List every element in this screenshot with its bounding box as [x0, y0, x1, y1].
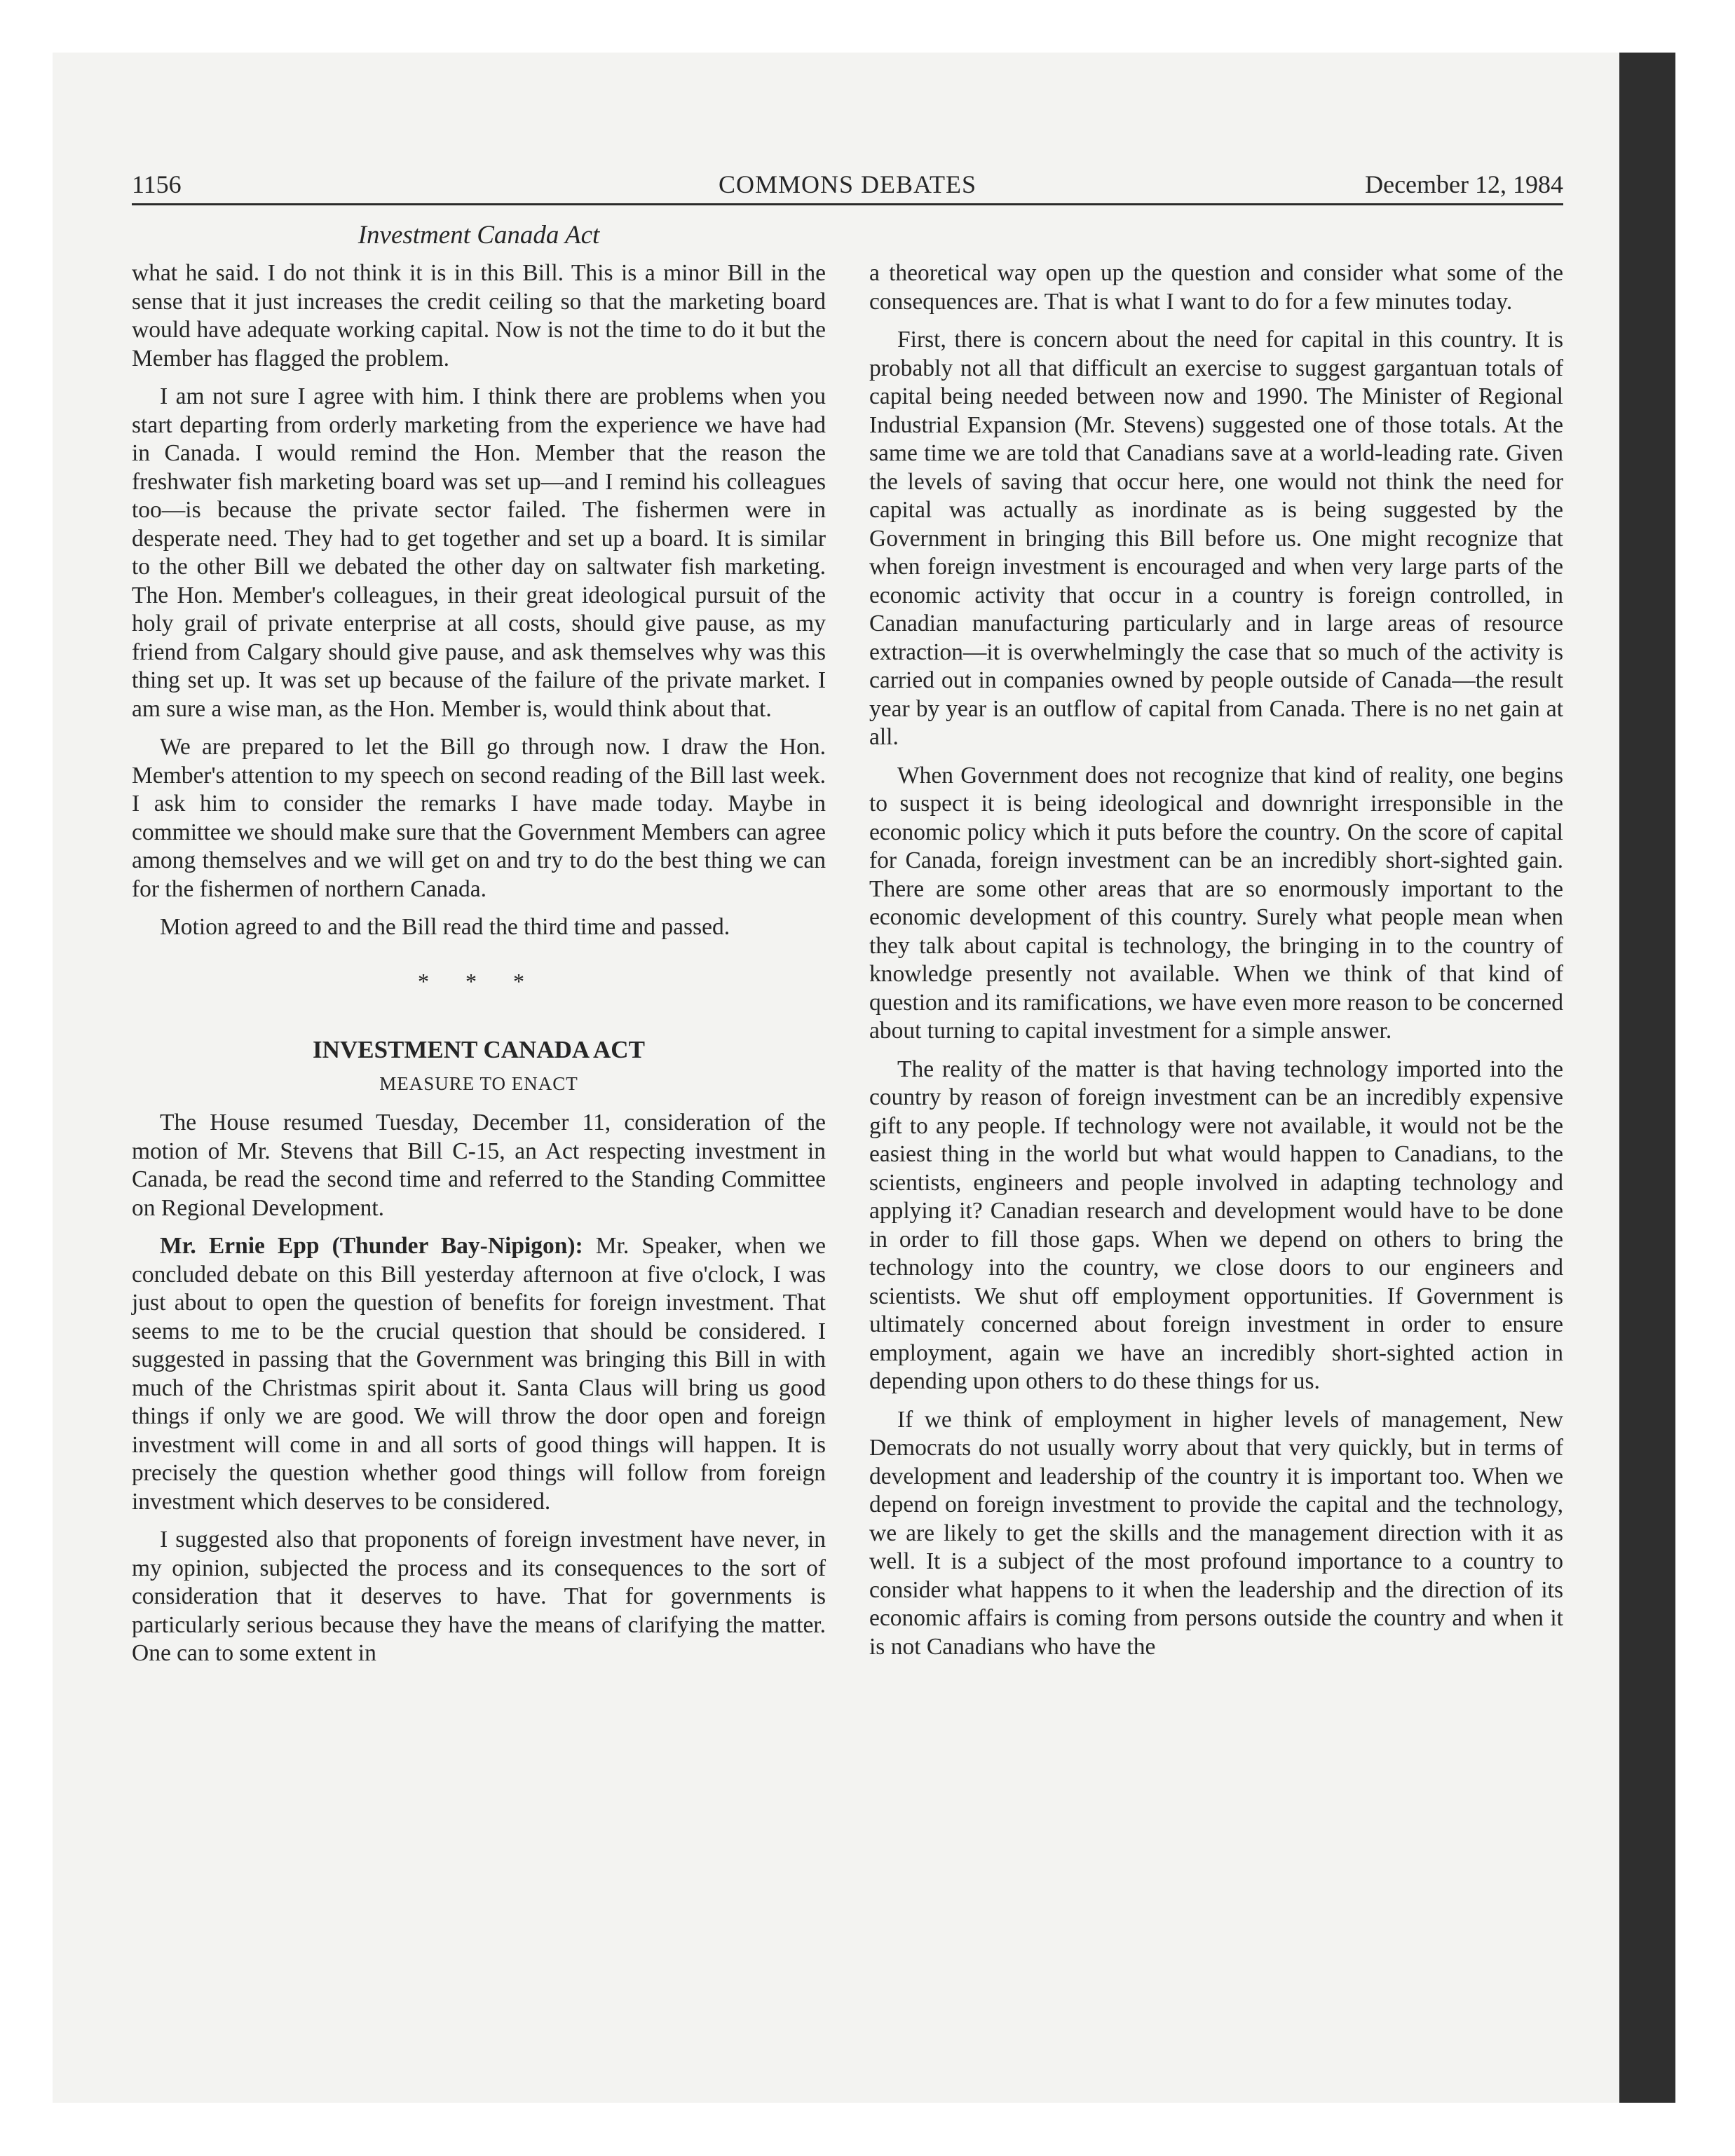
left-column — [132, 259, 826, 1678]
page-date: December 12, 1984 — [1365, 170, 1563, 198]
right-column — [869, 259, 1563, 1671]
speech-text: Mr. Speaker, when we concluded debate on this Bill yesterday afternoon at five o'clock, I was just about to open the question of benefits for foreign investment. That seems to me to be the crucial question that should be considered. I suggested in passing that the Government was bringing this Bill in with much of the Christmas spirit about it. Santa Claus will bring us good things if only we are good. We will throw the door open and foreign investment will come in and all sorts of good things will happen. It is precisely the question whether good things will follow from foreign investment which deserves to be considered. — [132, 1233, 826, 1515]
section-heading: INVESTMENT CANADA ACT — [313, 1036, 645, 1063]
page-number: 1156 — [132, 170, 182, 198]
paragraph: The reality of the matter is that having technology imported into the country by reason of foreign investment can be an incredibly expensive gift to any people. If technology were not available, it would not be the easiest thing in the world but what would happen to Canadians, to the scientists, engineers and people involved in adapting technology and applying it? Canadian research and development would have to be done in order to fill those gaps. When we depend on others to bring the technology into the country, we close doors to our engineers and scientists. We shut off employment opportunities. If Government is ultimately concerned about foreign investment in order to ensure employment, again we have an incredibly short-sighted action in depending upon others to do these things for us. — [869, 1056, 1563, 1394]
publication-title: COMMONS DEBATES — [718, 170, 977, 198]
section-subheading: MEASURE TO ENACT — [379, 1073, 578, 1094]
paragraph: The House resumed Tuesday, December 11, consideration of the motion of Mr. Stevens that Bill C-15, an Act respecting investment in Canada, be read the second time and referred to the Standing Committee on Regional Development. — [132, 1110, 826, 1221]
paragraph: We are prepared to let the Bill go through now. I draw the Hon. Member's attention to my speech on second reading of the Bill last week. I ask him to consider the remarks I have made today. Maybe in committee we should make sure that the Government Members can agree among themselves and we will get on and try to do the best thing we can for the fishermen of northern Canada. — [132, 734, 826, 902]
paragraph: If we think of employment in higher levels of management, New Democrats do not usually worry about that very quickly, but in terms of development and leadership of the country it is important too. When we depend on foreign investment to provide the capital and the technology, we are likely to get the skills and the management direction with it as well. It is a subject of the most profound importance to a country to consider what happens to it when the leadership and the direction of its economic affairs is coming from persons outside the country and when it is not Canadians who have the — [869, 1406, 1563, 1660]
paragraph: a theoretical way open up the question and consider what some of the consequences are. That is what I want to do for a few minutes today. — [869, 260, 1563, 315]
section-separator: * * * — [418, 968, 540, 994]
page-header — [132, 167, 1563, 209]
running-title: Investment Canada Act — [358, 221, 600, 250]
paragraph: Motion agreed to and the Bill read the third time and passed. — [160, 914, 730, 940]
paragraph: When Government does not recognize that kind of reality, one begins to suspect it is being ideological and downright irresponsible in the economic policy which it puts before the country. On the score of capital for Canada, foreign investment can be an incredibly short-sighted gain. There are some other areas that are so enormously important to the economic development of this country. Surely what people mean when they talk about capital is technology, the bringing in to the country of knowledge presently not available. When we think of that kind of question and its ramifications, we have even more reason to be concerned about turning to capital investment for a simple answer. — [869, 762, 1563, 1044]
paragraph: First, there is concern about the need for capital in this country. It is probably not all that difficult an exercise to suggest gargantuan totals of capital being needed between now and 1990. The Minister of Regional Industrial Expansion (Mr. Stevens) suggested one of those totals. At the same time we are told that Canadians save at a world-leading rate. Given the levels of saving that occur here, one would not think the need for capital was actually as inordinate as is being suggested by the Government in bringing this Bill before us. One might recognize that when foreign investment is encouraged and when very large parts of the economic activity that occur in a country is foreign controlled, in Canadian manufacturing particularly and in large areas of resource extraction—it is overwhelmingly the case that so much of the activity is carried out in companies owned by people outside of Canada—the result year by year is an outflow of capital from Canada. There is no net gain at all. — [869, 327, 1563, 750]
paragraph: what he said. I do not think it is in this Bill. This is a minor Bill in the sense that it just increases the credit ceiling so that the marketing board would have adequate working capital. Now is not the time to do it but the Member has flagged the problem. — [132, 260, 826, 371]
header-rule — [132, 203, 1563, 205]
book-spine-shadow — [1619, 53, 1675, 2103]
paragraph: I suggested also that proponents of foreign investment have never, in my opinion, subjected the process and its consequences to the sort of consideration that it deserves to have. That for governments is particularly serious because they have the means of clarifying the matter. One can to some extent in — [132, 1527, 826, 1666]
speech-paragraph — [132, 1232, 826, 1516]
paragraph: I am not sure I agree with him. I think there are problems when you start departing from orderly marketing from the experience we have had in Canada. I would remind the Hon. Member that the reason the freshwater fish marketing board was set up—and I remind his colleagues too—is because the private sector failed. The fishermen were in desperate need. They had to get together and set up a board. It is similar to the other Bill we debated the other day on saltwater fish marketing. The Hon. Member's colleagues, in their great ideological pursuit of the holy grail of private enterprise at all costs, should give pause, as my friend from Calgary should give pause, and ask themselves why was this thing set up. It was set up because of the failure of the private market. I am sure a wise man, as the Hon. Member is, would think about that. — [132, 383, 826, 722]
speaker-name: Mr. Ernie Epp (Thunder Bay-Nipigon): — [160, 1233, 583, 1259]
